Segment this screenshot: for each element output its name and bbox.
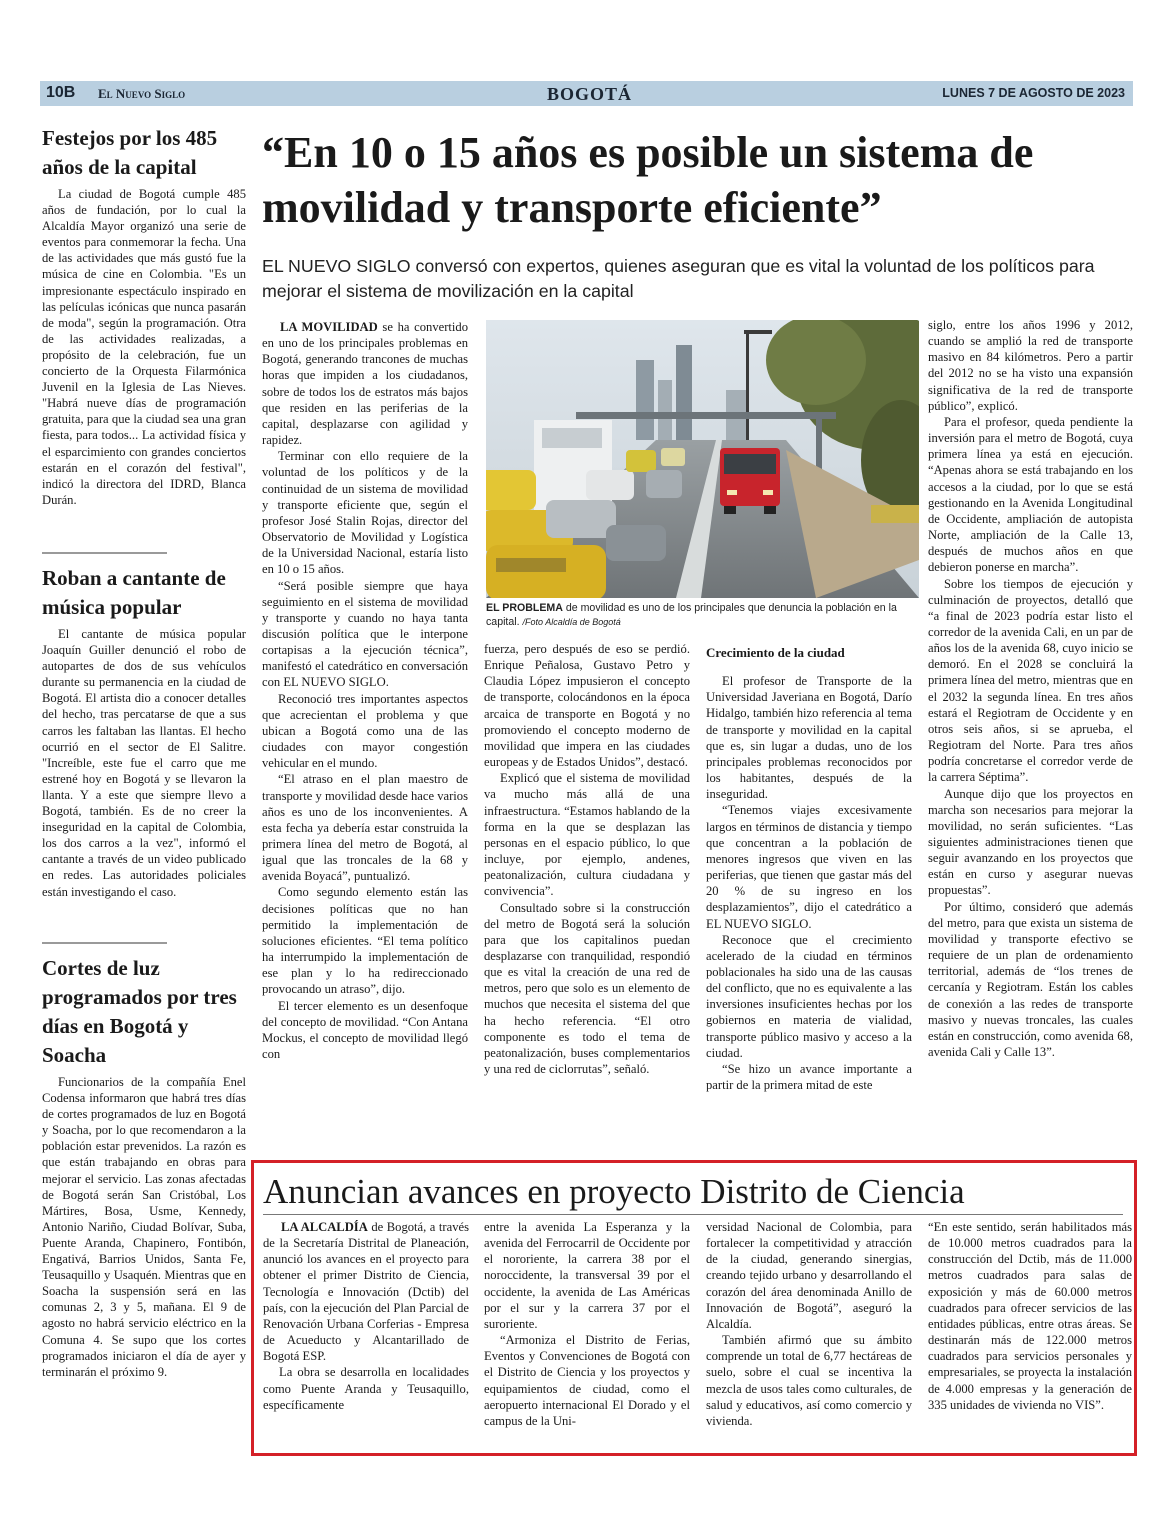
sidebar-story-title: Cortes de luz programados por tres días en Bogotá y Soacha — [42, 956, 237, 1067]
street-traffic-photo — [486, 320, 919, 598]
paragraph: Consultado sobre si la construcción del metro de Bogotá será la solución para que los capitalinos puedan desplazarse con tranquilidad, respondió que es vital la creación de una red de metros, pero que solo es un elemento de muchos que necesita el sistema del que ha hecho referencia. “El otro componente es todo el tema de peatonalización, buses complementarios y una red de ciclorrutas”, señaló. — [484, 900, 690, 1077]
sidebar-story-festejos — [42, 124, 246, 508]
main-column-3 — [706, 637, 912, 1093]
boxed-column-3 — [706, 1219, 912, 1429]
boxed-column-2 — [484, 1219, 690, 1429]
paragraph: Terminar con ello requiere de la voluntad de los políticos y de la continuidad de un sistema de movilidad y transporte eficiente que, según el profesor José Stalin Rojas, director del Observatorio de Movilidad y Logística de la Universidad Nacional, estaría listo en 10 o 15 años. — [262, 449, 468, 577]
paragraph: Sobre los tiempos de ejecución y culminación de proyectos, detalló que “a final de 2023 podría estar listo el corredor de la avenida Cali, en un par de años los de la avenida 68, cuyo inicio se demoró. En el 2028 se concluirá la primera línea del metro, mientras que en el 2032 la segunda línea. En tres años estará el Regiotram de Occidente y en otros seis años, si se aprueba, el Regiotram del Norte. Para tres años podría concretarse el corredor verde de la carrera Séptima”. — [928, 576, 1133, 785]
paragraph: Para el profesor, queda pendiente la inversión para el metro de Bogotá, cuya primera línea ya está en ejecución. “Apenas ahora se está trabajando en los accesos a la ciudad, por lo que se está gestionando en la Avenida Longitudinal de Occidente, ampliación de autopista Norte, ampliación de la Calle 13, después de muchos años en que debieron ponerse en marcha”. — [928, 414, 1133, 575]
boxed-kicker: LA ALCALDÍA — [281, 1220, 368, 1234]
main-column-4 — [928, 317, 1133, 1060]
paragraph: se ha convertido en uno de los principales problemas en Bogotá, generando trancones de muchas horas que impiden a los ciudadanos, sobre de todos los de estratos más bajos que residen en las periferias de la capital, desplazarse con agilidad y rapidez. — [262, 320, 468, 448]
subheading: Crecimiento de la ciudad — [706, 645, 845, 660]
sidebar-divider — [42, 942, 167, 944]
paragraph: de Bogotá, a través de la Secretaría Distrital de Planeación, anunció los avances en el proyecto para obtener el primer Distrito de Ciencia, Tecnología e Innovación (Dctib) del país, con la ejecución del Plan Parcial de Renovación Urbana Corferias - Empresa de Acueducto y Alcantarillado de Bogotá ESP. — [263, 1220, 469, 1364]
paragraph: También afirmó que su ámbito comprende un total de 6,77 hectáreas de suelo, sobre el cual se incentiva la mezcla de usos tales como culturales, de salud y educativos, así como comercio y vivienda. — [706, 1333, 912, 1428]
paragraph: La obra se desarrolla en localidades como Puente Aranda y Teusaquillo, específicamente — [263, 1365, 469, 1412]
boxed-headline: Anuncian avances en proyecto Distrito de Ciencia — [263, 1172, 965, 1211]
main-column-2 — [484, 641, 690, 1077]
paragraph: Aunque dijo que los proyectos en marcha son necesarios para mejorar la movilidad, no serán suficientes. “Las siguientes administraciones tienen que seguir avanzando en los proyectos que están en curso y asegurar nuevas propuestas”. — [928, 786, 1133, 898]
paragraph: “Se hizo un avance importante a partir de la primera mitad de este — [706, 1061, 912, 1093]
paragraph: siglo, entre los años 1996 y 2012, cuando se amplió la red de transporte masivo en 84 kilómetros. Pero a partir del 2012 no se ha visto una expansión significativa de la red de transporte público”, explicó. — [928, 318, 1133, 413]
photo-credit: /Foto Alcaldía de Bogotá — [522, 617, 621, 627]
sidebar-story-cortes — [42, 954, 246, 1380]
section-name: BOGOTÁ — [547, 84, 633, 104]
paragraph: Explicó que el sistema de movilidad va mucho más allá de una infraestructura. “Estamos hablando de la forma en la que se desplazan las personas en el espacio público, lo que incluye, por ejemplo, andenes, peatonalización, cultura ciudadana y convivencia”. — [484, 771, 690, 899]
boxed-column-1 — [263, 1219, 469, 1413]
paragraph: entre la avenida La Esperanza y la avenida del Ferrocarril de Occidente por el nororiente, la carrera 38 por el noroccidente, la transversal 39 por el occidente, la avenida de Las Américas por el sur y la carrera 37 por el suroriente. — [484, 1220, 690, 1331]
sidebar-story-title: Festejos por los 485 años de la capital — [42, 126, 218, 179]
main-kicker: LA MOVILIDAD — [280, 320, 378, 334]
caption-text: de movilidad es uno de los principales que denuncia la población en la capital. — [486, 602, 897, 628]
paragraph: Como segundo elemento están las decisiones políticas que no han permitido la implementación de soluciones eficientes. “El tema político ha interrumpido la implementación de ese plan y lo ha redireccionado provocando un atraso”, dijo. — [262, 885, 468, 997]
paragraph: “En este sentido, serán habilitados más de 10.000 metros cuadrados para la construcción del Dctib, más de 11.000 metros cuadrados para salas de exposición y más de 60.000 metros cuadrados para ofrecer servicios de las entidades públicas, entre otras áreas. Se destinarán más de 122.000 metros cuadrados para servicios personales y empresariales, se proyecta la instalación de 4.000 empresas y la generación de 335 unidades de vivienda no VIS”. — [928, 1220, 1132, 1412]
paragraph: El profesor de Transporte de la Universidad Javeriana en Bogotá, Darío Hidalgo, también hizo referencia al tema de transporte y movilidad en la capital que es, sin lugar a dudas, uno de los principales problemas reconocidos por los habitantes, después de la inseguridad. — [706, 674, 912, 802]
caption-lead: EL PROBLEMA — [486, 602, 563, 614]
page-header — [40, 81, 1133, 106]
sidebar-divider — [42, 552, 167, 554]
main-deck: EL NUEVO SIGLO conversó con expertos, quienes aseguran que es vital la voluntad de los políticos para mejorar el sistema de movilización en la capital — [262, 256, 1095, 301]
main-headline: “En 10 o 15 años es posible un sistema de movilidad y transporte eficiente” — [262, 128, 1034, 232]
boxed-column-4 — [928, 1219, 1132, 1413]
paragraph: Por último, consideró que además del metro, para que exista un sistema de movilidad y transporte efectivo se requiere de un plan de ordenamiento territorial, además de “los trenes de cercanía y Regiotram. Están los cables de conexión a las redes de transporte masivo y nuevas troncales, las cuales están en construcción, como avenida 68, avenida Cali y Calle 13”. — [928, 899, 1133, 1060]
paragraph: Reconoció tres importantes aspectos que acrecientan el problema y que ubican a Bogotá como una de las ciudades con mayor congestión vehicular en el mundo. — [262, 691, 468, 771]
sidebar-story-robo — [42, 564, 246, 900]
paragraph: “El atraso en el plan maestro de transporte y movilidad desde hace varios años es uno de los inconvenientes. A esta fecha ya debería estar construida la primera línea del metro de Bogotá, al igual que las troncales de la 68 y avenida Boyacá”, puntualizó. — [262, 772, 468, 884]
issue-date: LUNES 7 DE AGOSTO DE 2023 — [942, 86, 1125, 100]
sidebar-story-body: Funcionarios de la compañía Enel Codensa informaron que habrá tres días de cortes programados de luz en Bogotá y Soacha, por lo que recomendaron a la población estar prevenidos. La razón es que están trabajando en obras para mejorar el servicio. Las zonas afectadas de Bogotá serán San Cristóbal, Los Mártires, Bosa, Usme, Kennedy, Antonio Nariño, Ciudad Bolívar, Suba, Puente Aranda, Chapinero, Fontibón, Engativá, Barrios Unidos, Santa Fe, Teusaquillo y Usaquén. Mientras que en Soacha la suspensión será en las comunas 2, 3 y 5, mañana. El 9 de agosto no habrá servicio eléctrico en la Comuna 4. Se supo que los cortes programados iniciaron el día de ayer y terminarán el próximo 9. — [42, 1075, 246, 1379]
street-traffic-illustration — [486, 320, 919, 598]
main-column-1 — [262, 319, 468, 1062]
paragraph: “Armoniza el Distrito de Ferias, Eventos y Convenciones de Bogotá con el Distrito de Ciencia y los proyectos y equipamientos de ciudad, como el aeropuerto internacional El Dorado y el campus de la Uni- — [484, 1333, 690, 1428]
paragraph: “Tenemos viajes excesivamente largos en términos de distancia y tiempo que concentran a la población de menores ingresos que viven en las periferias, que tienen que gastar más del 20 % de su ingreso en los desplazamientos”, dijo el catedrático a EL NUEVO SIGLO. — [706, 803, 912, 931]
page-number: 10B — [46, 84, 76, 101]
paragraph: fuerza, pero después de eso se perdió. Enrique Peñalosa, Gustavo Petro y Claudia López impusieron el concepto de transporte, colocándonos en la época arcaica de transporte en Bogotá y no promoviendo el concepto moderno de movilidad que impera en las ciudades europeas y de Estados Unidos”, destacó. — [484, 642, 690, 770]
sidebar-story-body: La ciudad de Bogotá cumple 485 años de fundación, por lo cual la Alcaldía Mayor organizó una serie de eventos para conmemorar la fecha. Una de las actividades que más gustó fue la música de cine en Colombia. "Es un impresionante espectáculo inspirado en las películas icónicas que nunca pasarán de moda", según la programación. Otra de las actividades realizadas, a propósito de la celebración, fue un concierto de la Orquesta Filarmónica Juvenil en la Iglesia de Las Nieves. "Habrá nueve días de programación gratuita, para que la ciudad sea una gran fiesta, para todos... La actividad física y el esparcimiento con grandes conciertos estarán en el corazón del festival", indicó la directora del IDRD, Blanca Durán. — [42, 187, 246, 507]
sidebar-story-title: Roban a cantante de música popular — [42, 566, 226, 619]
paragraph: versidad Nacional de Colombia, para fortalecer la competitividad y atracción de la ciudad, generando sinergias, creando tejido urbano y desarrollando el corazón del área denominada Anillo de Innovación de Bogotá”, aseguró la Alcaldía. — [706, 1220, 912, 1331]
newspaper-name: El Nuevo Siglo — [98, 86, 186, 101]
paragraph: “Será posible siempre que haya seguimiento en el sistema de movilidad y transporte y cuando no haya tanta discusión política que le interpone cortapisas a la ejecución técnica”, manifestó el catedrático en conversación con EL NUEVO SIGLO. — [262, 578, 468, 690]
paragraph: Reconoce que el crecimiento acelerado de la ciudad en términos poblacionales ha sido una de las causas del conflicto, que no es equivalente a las inversiones insuficientes hechas por los gobiernos en materia de vialidad, transporte público masivo y acceso a la ciudad. — [706, 932, 912, 1060]
paragraph: El tercer elemento es un desenfoque del concepto de movilidad. “Con Antana Mockus, el concepto de movilidad llegó con — [262, 998, 468, 1062]
photo-caption — [486, 601, 919, 629]
boxed-divider — [263, 1214, 1123, 1215]
sidebar-story-body: El cantante de música popular Joaquín Guiller denunció el robo de autopartes de dos de sus vehículos durante su permanencia en la ciudad de Bogotá. El artista dio a conocer detalles del hecho, tras percatarse de que a sus carros les faltaban las llantas. El hecho ocurrió en el sector de El Salitre. "Increíble, este fue el carro que me estrené hoy en Bogotá y se llevaron la llanta. Y a este que siempre llevo a Bogotá, también. Es de no creer la inseguridad en la capital de Colombia, los dos carros a la vez", informó el cantante a través de un video publicado en redes. Las autoridades policiales están investigando el caso. — [42, 627, 246, 899]
